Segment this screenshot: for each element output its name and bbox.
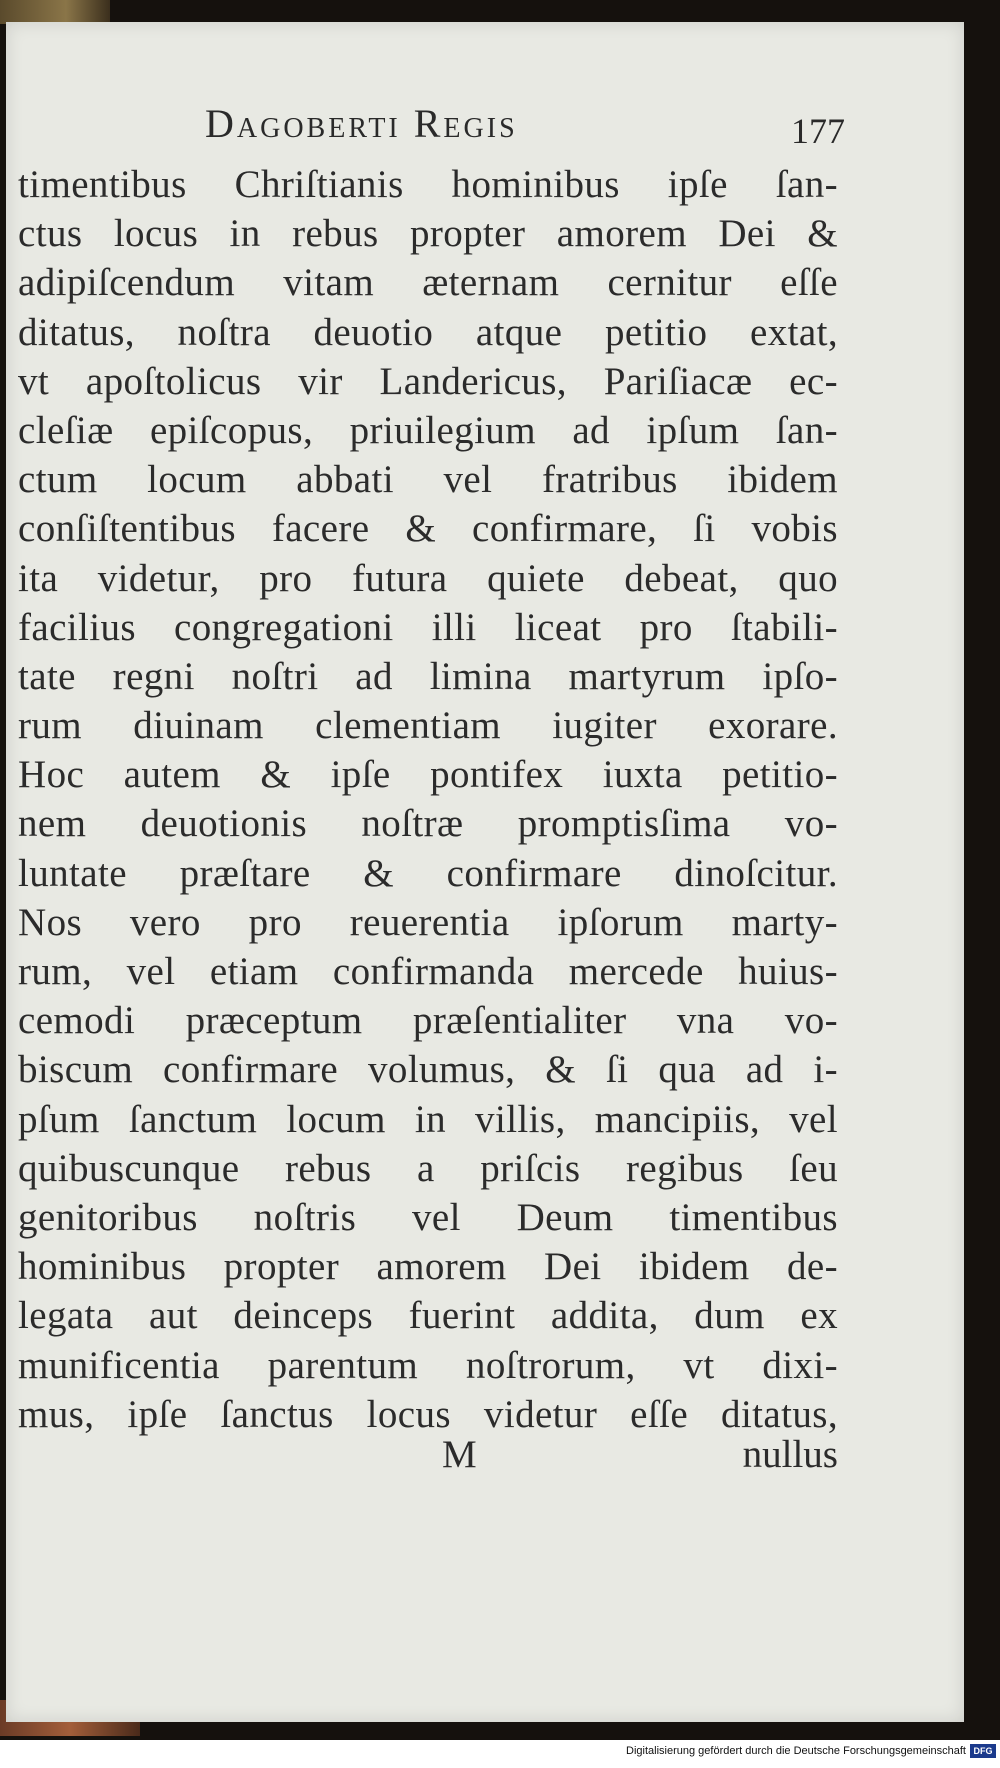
text-line: biscum confirmare volumus, & ſi qua ad i- — [18, 1048, 838, 1092]
text-line: hominibus propter amorem Dei ibidem de- — [18, 1245, 838, 1289]
text-line: ctum locum abbati vel fratribus ibidem — [18, 458, 838, 502]
text-line: timentibus Chriſtianis hominibus ipſe ſan- — [18, 163, 838, 206]
text-line: tate regni noſtri ad limina martyrum ipſo- — [18, 654, 838, 698]
text-line: cleſiæ epiſcopus, priuilegium ad ipſum ſan- — [18, 408, 838, 452]
text-line: genitoribus noſtris vel Deum timentibus — [18, 1195, 838, 1239]
text-line: ditatus, noſtra deuotio atque petitio extat, — [18, 310, 838, 354]
text-line: pſum ſanctum locum in villis, mancipiis, vel — [18, 1097, 838, 1141]
text-line: rum diuinam clementiam iugiter exorare. — [18, 704, 838, 748]
page-number: 177 — [791, 111, 845, 151]
running-title: Dagoberti Regis — [205, 101, 518, 146]
text-line: facilius congregationi illi liceat pro ſtabili- — [18, 605, 838, 649]
text-line: cemodi præceptum præſentialiter vna vo- — [18, 999, 838, 1043]
book-edge-top — [0, 0, 110, 24]
dfg-logo: DFG — [970, 1744, 996, 1758]
catchword: nullus — [742, 1433, 838, 1476]
text-line: nem deuotionis noſtræ promptisſima vo- — [18, 802, 838, 846]
text-line: rum, vel etiam confirmanda mercede huius- — [18, 950, 838, 993]
text-line: adipiſcendum vitam æternam cernitur eſſe — [18, 261, 838, 305]
digitization-credit: Digitalisierung gefördert durch die Deutsche Forschungsgemeinschaft — [626, 1745, 966, 1757]
text-line: luntate præſtare & confirmare dinoſcitur. — [18, 851, 838, 895]
text-line: conſiſtentibus facere & confirmare, ſi vobis — [18, 507, 838, 551]
text-line: Nos vero pro reuerentia ipſorum marty- — [18, 900, 838, 944]
text-line: ita videtur, pro futura quiete debeat, quo — [18, 556, 838, 600]
footer-strip — [0, 1740, 1000, 1768]
page-header — [205, 100, 845, 160]
text-line: legata aut deinceps fuerint addita, dum ex — [18, 1294, 838, 1338]
signature-mark: M — [442, 1433, 477, 1476]
text-line: Hoc autem & ipſe pontifex iuxta petitio- — [18, 753, 838, 797]
text-line: munificentia parentum noſtrorum, vt dixi- — [18, 1343, 838, 1387]
text-line: ctus locus in rebus propter amorem Dei & — [18, 212, 838, 256]
catchline — [18, 1432, 838, 1482]
text-line: mus, ipſe ſanctus locus videtur eſſe ditatus, — [18, 1392, 838, 1436]
text-line: vt apoſtolicus vir Landericus, Pariſiacæ ec- — [18, 359, 838, 403]
body-text — [18, 160, 838, 1439]
text-line: quibuscunque rebus a priſcis regibus ſeu — [18, 1146, 838, 1190]
